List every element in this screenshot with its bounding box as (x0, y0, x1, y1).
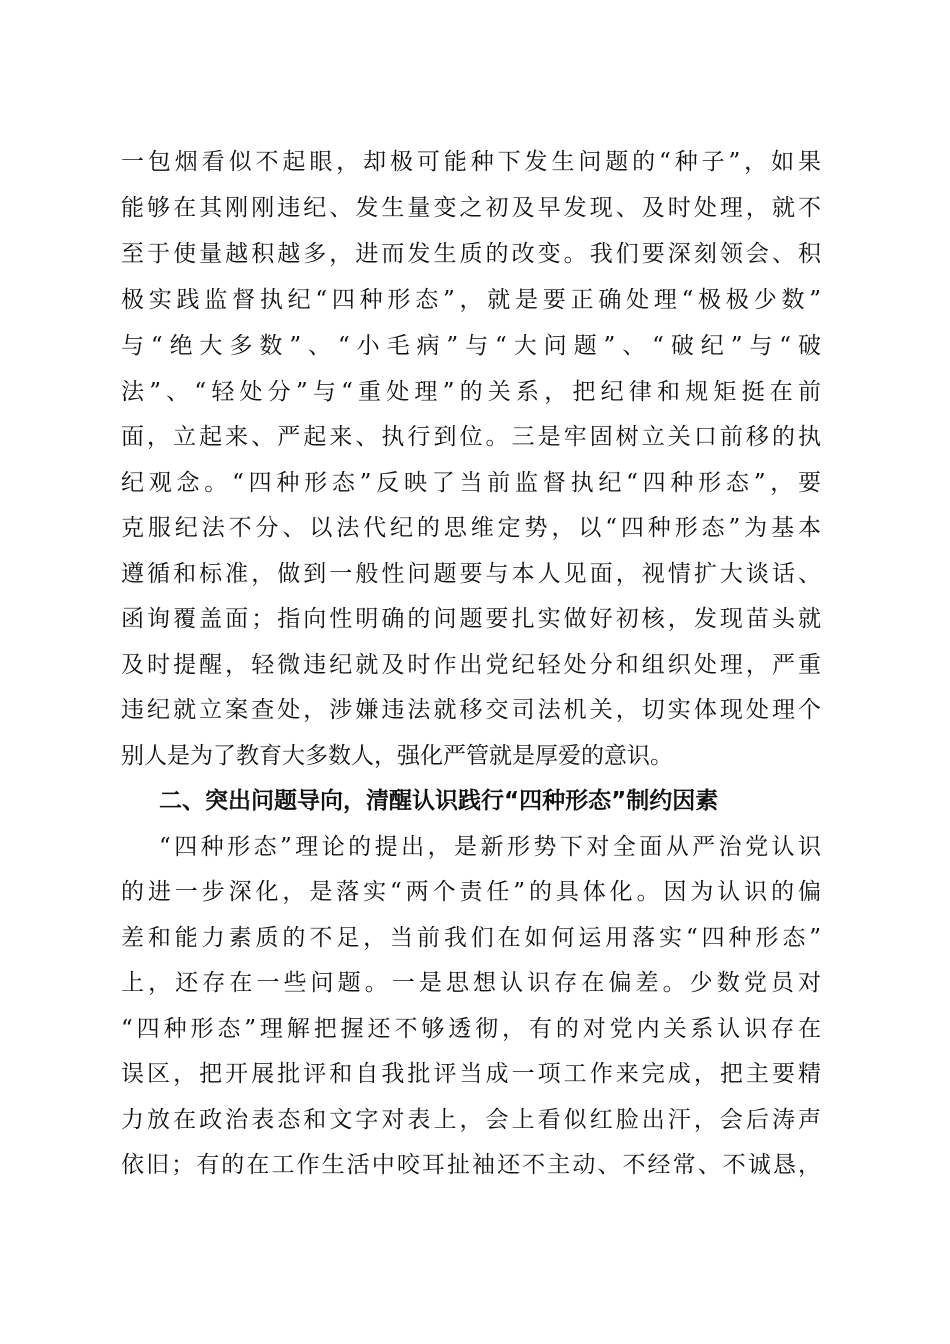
paragraph-line: 违纪就立案查处，涉嫌违法就移交司法机关，切实体现处理个 (121, 697, 821, 723)
paragraph-line: 面，立起来、严起来、执行到位。三是牢固树立关口前移的执 (121, 424, 821, 450)
paragraph-line: 极实践监督执纪“四种形态”，就是要正确处理“极极少数” (121, 287, 821, 313)
paragraph-line: 与“绝大多数”、“小毛病”与“大问题”、“破纪”与“破 (121, 333, 821, 359)
paragraph-line: 遵循和标准，做到一般性问题要与本人见面，视情扩大谈话、 (121, 561, 821, 587)
paragraph-line: 的进一步深化，是落实“两个责任”的具体化。因为认识的偏 (121, 879, 821, 905)
paragraph-line: 力放在政治表态和文字对表上，会上看似红脸出汗，会后涛声 (121, 1107, 821, 1133)
paragraph-line: “四种形态”理论的提出，是新形势下对全面从严治党认识 (159, 834, 821, 860)
paragraph-line: 至于使量越积越多，进而发生质的改变。我们要深刻领会、积 (121, 241, 821, 267)
paragraph-line: 上，还存在一些问题。一是思想认识存在偏差。少数党员对 (121, 970, 821, 996)
paragraph-line: 一包烟看似不起眼，却极可能种下发生问题的“种子”，如果 (121, 149, 821, 175)
paragraph-line: 依旧；有的在工作生活中咬耳扯袖还不主动、不经常、不诚恳， (121, 1152, 821, 1178)
section-heading: 二、突出问题导向，清醒认识践行“四种形态”制约因素 (159, 788, 719, 814)
paragraph-line: 及时提醒，轻微违纪就及时作出党纪轻处分和组织处理，严重 (121, 652, 821, 678)
paragraph-line: 克服纪法不分、以法代纪的思维定势，以“四种形态”为基本 (121, 515, 821, 541)
paragraph-line: 函询覆盖面；指向性明确的问题要扎实做好初核，发现苗头就 (121, 606, 821, 632)
paragraph-line: 法”、“轻处分”与“重处理”的关系，把纪律和规矩挺在前 (121, 379, 821, 405)
paragraph-line: 别人是为了教育大多数人，强化严管就是厚爱的意识。 (121, 743, 673, 769)
paragraph-line: “四种形态”理解把握还不够透彻，有的对党内关系认识存在 (121, 1016, 821, 1042)
paragraph-line: 差和能力素质的不足，当前我们在如何运用落实“四种形态” (121, 925, 821, 951)
paragraph-line: 能够在其刚刚违纪、发生量变之初及早发现、及时处理，就不 (121, 195, 821, 221)
paragraph-line: 纪观念。“四种形态”反映了当前监督执纪“四种形态”，要 (121, 470, 821, 496)
paragraph-line: 误区，把开展批评和自我批评当成一项工作来完成，把主要精 (121, 1061, 821, 1087)
